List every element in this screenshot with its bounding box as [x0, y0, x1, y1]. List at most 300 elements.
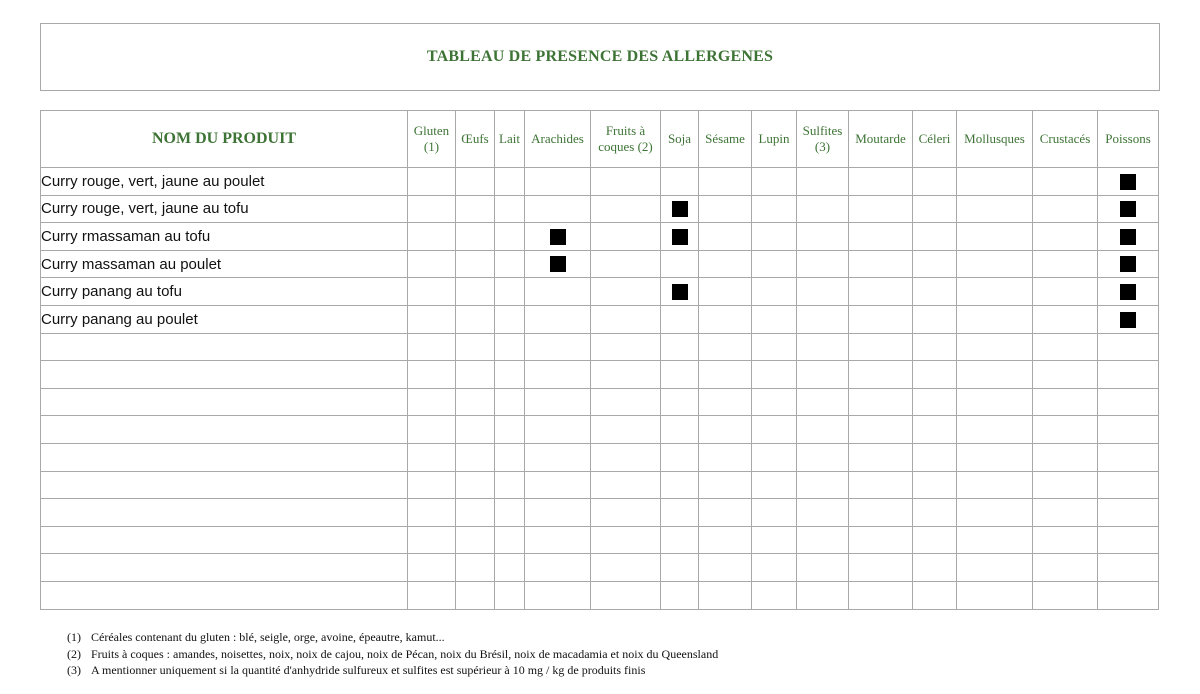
- allergen-cell: [752, 168, 797, 196]
- allergen-cell: [957, 499, 1033, 527]
- allergen-cell: [1033, 223, 1098, 251]
- allergen-cell: [525, 471, 591, 499]
- allergen-cell: [699, 581, 752, 609]
- allergen-cell: [1033, 195, 1098, 223]
- allergen-cell: [849, 250, 913, 278]
- table-row: [41, 526, 1159, 554]
- allergen-cell: [591, 526, 661, 554]
- allergen-cell: [408, 416, 456, 444]
- allergen-cell: [699, 443, 752, 471]
- allergen-cell: [495, 443, 525, 471]
- product-name-cell: [41, 581, 408, 609]
- allergen-cell: [525, 388, 591, 416]
- allergen-cell: [957, 526, 1033, 554]
- allergen-cell: [661, 223, 699, 251]
- allergen-cell: [408, 554, 456, 582]
- allergen-cell: [495, 554, 525, 582]
- allergen-cell: [797, 333, 849, 361]
- presence-mark-icon: [1120, 174, 1136, 190]
- allergen-cell: [591, 361, 661, 389]
- allergen-cell: [408, 388, 456, 416]
- allergen-column-header: [957, 111, 1033, 168]
- allergen-cell: [752, 250, 797, 278]
- allergen-cell: [408, 471, 456, 499]
- allergen-label: Fruits à: [605, 123, 646, 138]
- allergen-cell: [661, 250, 699, 278]
- allergen-cell: [1098, 223, 1159, 251]
- product-name-cell: [41, 361, 408, 389]
- allergen-cell: [849, 278, 913, 306]
- allergen-cell: [797, 471, 849, 499]
- allergen-cell: [661, 581, 699, 609]
- allergen-cell: [797, 250, 849, 278]
- allergen-cell: [456, 278, 495, 306]
- allergen-column-header: [456, 111, 495, 168]
- allergen-cell: [591, 250, 661, 278]
- allergen-cell: [408, 223, 456, 251]
- allergen-cell: [495, 333, 525, 361]
- allergen-cell: [456, 499, 495, 527]
- allergen-cell: [699, 195, 752, 223]
- allergen-cell: [525, 443, 591, 471]
- allergen-cell: [456, 554, 495, 582]
- allergen-cell: [752, 305, 797, 333]
- footnote-number: (1): [67, 630, 81, 644]
- allergen-cell: [699, 223, 752, 251]
- product-name-cell: Curry rmassaman au tofu: [41, 223, 408, 251]
- presence-mark-icon: [672, 201, 688, 217]
- allergen-cell: [1033, 443, 1098, 471]
- allergen-cell: [1033, 416, 1098, 444]
- allergen-cell: [1033, 471, 1098, 499]
- allergen-cell: [913, 416, 957, 444]
- allergen-cell: [699, 416, 752, 444]
- presence-mark-icon: [1120, 284, 1136, 300]
- allergen-cell: [913, 223, 957, 251]
- table-row: [41, 361, 1159, 389]
- allergen-cell: [1033, 250, 1098, 278]
- presence-mark-icon: [550, 229, 566, 245]
- allergen-cell: [957, 388, 1033, 416]
- allergen-label-note: (1): [423, 139, 440, 154]
- allergen-cell: [1098, 443, 1159, 471]
- allergen-cell: [913, 499, 957, 527]
- allergen-column-header: [525, 111, 591, 168]
- allergen-cell: [661, 471, 699, 499]
- allergen-cell: [957, 443, 1033, 471]
- allergen-cell: [525, 416, 591, 444]
- allergen-cell: [1098, 195, 1159, 223]
- allergen-cell: [849, 526, 913, 554]
- presence-mark-icon: [1120, 229, 1136, 245]
- allergen-cell: [525, 250, 591, 278]
- allergen-cell: [752, 388, 797, 416]
- allergen-label: Mollusques: [964, 131, 1025, 146]
- allergen-cell: [752, 278, 797, 306]
- allergen-cell: [408, 168, 456, 196]
- allergen-cell: [591, 554, 661, 582]
- allergen-cell: [661, 554, 699, 582]
- footnote: [67, 662, 718, 679]
- allergen-column-header: [408, 111, 456, 168]
- allergen-cell: [456, 443, 495, 471]
- footnote-text: A mentionner uniquement si la quantité d'anhydride sulfureux et sulfites est supérieur à 10 mg / kg de produits finis: [91, 663, 646, 677]
- allergen-cell: [957, 581, 1033, 609]
- table-row: [41, 195, 1159, 223]
- allergen-cell: [408, 526, 456, 554]
- allergen-cell: [661, 443, 699, 471]
- allergen-cell: [591, 416, 661, 444]
- allergen-cell: [1098, 305, 1159, 333]
- product-name-cell: [41, 388, 408, 416]
- table-row: [41, 223, 1159, 251]
- allergen-cell: [797, 361, 849, 389]
- product-name-header: NOM DU PRODUIT: [41, 111, 408, 168]
- allergen-label: Soja: [667, 131, 692, 146]
- allergen-label-note: (3): [814, 139, 831, 154]
- allergen-label: Œufs: [461, 131, 489, 146]
- allergen-column-header: [849, 111, 913, 168]
- allergen-cell: [456, 361, 495, 389]
- allergen-cell: [525, 223, 591, 251]
- allergen-cell: [913, 278, 957, 306]
- allergen-cell: [408, 305, 456, 333]
- allergen-cell: [797, 195, 849, 223]
- table-row: [41, 168, 1159, 196]
- allergen-cell: [661, 526, 699, 554]
- allergen-cell: [699, 250, 752, 278]
- allergen-cell: [849, 333, 913, 361]
- table-body: [41, 168, 1159, 610]
- allergen-label: Moutarde: [855, 131, 906, 146]
- allergen-cell: [849, 305, 913, 333]
- allergen-cell: [849, 361, 913, 389]
- allergen-cell: [525, 361, 591, 389]
- allergen-cell: [1033, 526, 1098, 554]
- allergen-cell: [797, 499, 849, 527]
- allergen-cell: [957, 471, 1033, 499]
- allergen-cell: [1033, 305, 1098, 333]
- allergen-cell: [525, 526, 591, 554]
- allergen-cell: [495, 581, 525, 609]
- allergen-cell: [661, 361, 699, 389]
- allergen-cell: [525, 554, 591, 582]
- allergen-cell: [1098, 333, 1159, 361]
- allergen-cell: [797, 416, 849, 444]
- allergen-cell: [913, 554, 957, 582]
- product-name-cell: [41, 526, 408, 554]
- footnote-text: Fruits à coques : amandes, noisettes, noix, noix de cajou, noix de Pécan, noix du Brésil, noix de macadamia et noix du Queensland: [91, 646, 719, 661]
- allergen-cell: [408, 250, 456, 278]
- table-row: [41, 554, 1159, 582]
- table-row: [41, 581, 1159, 609]
- allergen-cell: [456, 223, 495, 251]
- allergen-cell: [495, 168, 525, 196]
- allergen-column-header: [797, 111, 849, 168]
- allergen-cell: [913, 581, 957, 609]
- allergen-cell: [849, 168, 913, 196]
- allergen-cell: [957, 361, 1033, 389]
- footnote: [67, 646, 718, 663]
- allergen-cell: [752, 526, 797, 554]
- allergen-column-header: [495, 111, 525, 168]
- allergen-cell: [456, 195, 495, 223]
- allergen-label: Lait: [499, 131, 520, 146]
- allergen-cell: [699, 388, 752, 416]
- allergen-cell: [495, 250, 525, 278]
- header-row: [41, 111, 1159, 168]
- allergen-cell: [699, 361, 752, 389]
- allergen-cell: [591, 223, 661, 251]
- allergen-cell: [456, 168, 495, 196]
- allergen-cell: [591, 499, 661, 527]
- allergen-cell: [661, 333, 699, 361]
- allergen-cell: [456, 250, 495, 278]
- allergen-cell: [456, 333, 495, 361]
- allergen-cell: [456, 416, 495, 444]
- allergen-cell: [957, 554, 1033, 582]
- page-title: TABLEAU DE PRESENCE DES ALLERGENES: [426, 48, 774, 65]
- allergen-cell: [525, 581, 591, 609]
- footnote-text: Céréales contenant du gluten : blé, seigle, orge, avoine, épeautre, kamut...: [91, 630, 445, 644]
- allergen-cell: [849, 388, 913, 416]
- allergen-cell: [957, 416, 1033, 444]
- allergen-column-header: [1098, 111, 1159, 168]
- allergen-cell: [699, 471, 752, 499]
- allergen-cell: [1033, 388, 1098, 416]
- allergen-cell: [495, 305, 525, 333]
- allergen-cell: [661, 305, 699, 333]
- allergen-cell: [849, 471, 913, 499]
- allergen-cell: [849, 443, 913, 471]
- allergen-cell: [1098, 526, 1159, 554]
- allergen-column-header: [752, 111, 797, 168]
- allergen-cell: [957, 278, 1033, 306]
- allergen-cell: [408, 499, 456, 527]
- allergen-cell: [849, 223, 913, 251]
- allergen-cell: [957, 333, 1033, 361]
- allergen-cell: [591, 278, 661, 306]
- footnote: [67, 629, 718, 646]
- allergen-cell: [1098, 554, 1159, 582]
- allergen-cell: [1033, 361, 1098, 389]
- allergen-label: Crustacés: [1039, 131, 1091, 146]
- presence-mark-icon: [550, 256, 566, 272]
- allergen-cell: [1098, 471, 1159, 499]
- allergen-cell: [495, 388, 525, 416]
- allergen-label-note: coques (2): [598, 139, 653, 154]
- allergen-label: Sulfites: [802, 123, 843, 138]
- allergen-cell: [495, 361, 525, 389]
- table-row: [41, 443, 1159, 471]
- allergen-cell: [849, 416, 913, 444]
- allergen-cell: [525, 499, 591, 527]
- allergen-cell: [1098, 278, 1159, 306]
- allergen-cell: [913, 168, 957, 196]
- allergen-cell: [913, 250, 957, 278]
- allergen-cell: [495, 499, 525, 527]
- table-row: [41, 333, 1159, 361]
- table-row: [41, 416, 1159, 444]
- allergen-cell: [456, 581, 495, 609]
- allergen-cell: [525, 305, 591, 333]
- allergen-cell: [1033, 499, 1098, 527]
- allergen-cell: [495, 223, 525, 251]
- allergen-label: Céleri: [918, 131, 951, 146]
- allergen-cell: [1098, 416, 1159, 444]
- allergen-cell: [752, 223, 797, 251]
- allergen-cell: [913, 388, 957, 416]
- allergen-cell: [913, 195, 957, 223]
- allergen-cell: [849, 554, 913, 582]
- allergen-column-header: [591, 111, 661, 168]
- allergen-cell: [591, 581, 661, 609]
- allergen-cell: [699, 554, 752, 582]
- allergen-cell: [752, 554, 797, 582]
- allergen-cell: [797, 443, 849, 471]
- allergen-cell: [661, 388, 699, 416]
- allergen-cell: [797, 223, 849, 251]
- allergen-label: Poissons: [1105, 131, 1151, 146]
- allergen-cell: [913, 526, 957, 554]
- allergen-cell: [591, 333, 661, 361]
- allergen-cell: [495, 195, 525, 223]
- allergen-cell: [849, 499, 913, 527]
- allergen-cell: [456, 388, 495, 416]
- allergen-cell: [495, 416, 525, 444]
- allergen-column-header: [913, 111, 957, 168]
- allergen-cell: [797, 305, 849, 333]
- allergen-cell: [797, 168, 849, 196]
- allergen-cell: [661, 416, 699, 444]
- product-name-cell: Curry rouge, vert, jaune au poulet: [41, 168, 408, 196]
- allergen-cell: [699, 278, 752, 306]
- allergen-cell: [495, 278, 525, 306]
- allergen-column-header: [699, 111, 752, 168]
- allergen-cell: [408, 195, 456, 223]
- allergen-cell: [525, 333, 591, 361]
- allergen-cell: [752, 361, 797, 389]
- product-name-cell: [41, 499, 408, 527]
- product-name-cell: [41, 416, 408, 444]
- allergen-cell: [849, 581, 913, 609]
- table-row: [41, 388, 1159, 416]
- title-box: [40, 23, 1160, 91]
- table-row: [41, 499, 1159, 527]
- allergen-cell: [913, 361, 957, 389]
- footnotes: [67, 629, 718, 679]
- allergen-cell: [1098, 168, 1159, 196]
- table-row: [41, 250, 1159, 278]
- allergen-label: Sésame: [705, 131, 745, 146]
- allergen-cell: [797, 554, 849, 582]
- table-row: [41, 471, 1159, 499]
- footnote-number: (2): [67, 646, 81, 661]
- allergen-cell: [456, 526, 495, 554]
- allergen-cell: [661, 278, 699, 306]
- allergen-cell: [1033, 554, 1098, 582]
- allergen-cell: [752, 195, 797, 223]
- allergen-cell: [591, 388, 661, 416]
- allergen-cell: [525, 168, 591, 196]
- allergen-cell: [408, 333, 456, 361]
- allergen-cell: [1098, 499, 1159, 527]
- allergen-cell: [525, 278, 591, 306]
- allergen-cell: [591, 305, 661, 333]
- allergen-cell: [699, 305, 752, 333]
- presence-mark-icon: [1120, 201, 1136, 217]
- allergen-cell: [591, 195, 661, 223]
- allergen-cell: [1098, 581, 1159, 609]
- product-name-cell: [41, 333, 408, 361]
- allergen-cell: [957, 168, 1033, 196]
- allergen-cell: [752, 581, 797, 609]
- allergen-label: Gluten: [413, 123, 450, 138]
- product-name-cell: [41, 471, 408, 499]
- allergen-column-header: [1033, 111, 1098, 168]
- allergen-cell: [752, 333, 797, 361]
- allergen-column-header: [661, 111, 699, 168]
- allergen-cell: [957, 195, 1033, 223]
- allergen-cell: [913, 471, 957, 499]
- product-name-cell: Curry panang au poulet: [41, 305, 408, 333]
- allergen-cell: [957, 223, 1033, 251]
- allergen-cell: [699, 333, 752, 361]
- footnote-number: (3): [67, 663, 81, 677]
- allergen-cell: [1033, 581, 1098, 609]
- presence-mark-icon: [672, 229, 688, 245]
- product-name-cell: Curry massaman au poulet: [41, 250, 408, 278]
- allergen-cell: [495, 471, 525, 499]
- allergen-cell: [456, 471, 495, 499]
- product-name-cell: Curry panang au tofu: [41, 278, 408, 306]
- allergen-cell: [408, 581, 456, 609]
- allergen-cell: [1098, 250, 1159, 278]
- allergen-cell: [591, 168, 661, 196]
- allergen-cell: [408, 443, 456, 471]
- allergen-cell: [1033, 278, 1098, 306]
- allergen-cell: [752, 443, 797, 471]
- allergen-cell: [752, 499, 797, 527]
- allergen-cell: [1098, 388, 1159, 416]
- allergen-cell: [752, 471, 797, 499]
- allergen-table: [40, 110, 1159, 610]
- allergen-cell: [1098, 361, 1159, 389]
- allergen-cell: [661, 499, 699, 527]
- allergen-label: Lupin: [758, 131, 790, 146]
- allergen-cell: [797, 526, 849, 554]
- allergen-cell: [661, 195, 699, 223]
- presence-mark-icon: [1120, 312, 1136, 328]
- product-name-cell: Curry rouge, vert, jaune au tofu: [41, 195, 408, 223]
- allergen-cell: [456, 305, 495, 333]
- allergen-cell: [408, 278, 456, 306]
- allergen-cell: [525, 195, 591, 223]
- presence-mark-icon: [672, 284, 688, 300]
- allergen-cell: [797, 388, 849, 416]
- product-name-cell: [41, 554, 408, 582]
- allergen-cell: [913, 333, 957, 361]
- table-row: [41, 278, 1159, 306]
- allergen-label: Arachides: [531, 131, 584, 146]
- allergen-cell: [495, 526, 525, 554]
- allergen-cell: [1033, 333, 1098, 361]
- allergen-cell: [957, 305, 1033, 333]
- allergen-cell: [408, 361, 456, 389]
- allergen-cell: [797, 278, 849, 306]
- allergen-cell: [913, 305, 957, 333]
- product-name-cell: [41, 443, 408, 471]
